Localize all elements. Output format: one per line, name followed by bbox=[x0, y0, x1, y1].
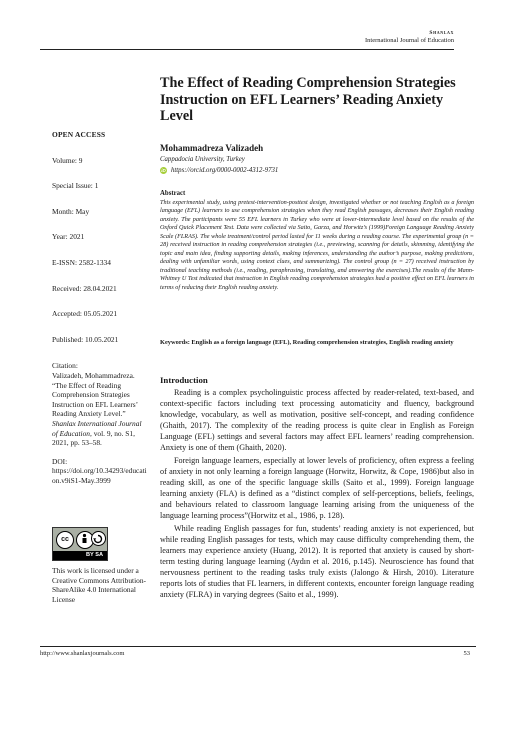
citation-tail: vol. 9, no. S1, 2021, pp. 53–58. bbox=[52, 428, 135, 448]
header-rule bbox=[40, 49, 454, 50]
orcid-line bbox=[160, 167, 278, 174]
published-date: Published: 10.05.2021 bbox=[52, 334, 119, 344]
paragraph: Foreign language learners, especially at lower levels of proficiency, often express a feeling of anxiety in not only learning a foreign language (Horwitz, Horwitz, & Cope, 1986)but also in reading skill, as one of the specific language skills (Saito et al., 1999). Foreign language learning anxiety (FLA) is defined as a “distinct complex of self-perceptions, beliefs, feelings, and behaviours related to classroom language learning arising from the uniqueness of the language learning process”(Horwitz et al., 1986, p. 128). bbox=[160, 456, 474, 520]
received-date: Received: 28.04.2021 bbox=[52, 283, 117, 293]
license-text: This work is licensed under a Creative Commons Attribution-ShareAlike 4.0 International License bbox=[52, 566, 147, 605]
abstract-text: This experimental study, using pretest-intervention-posttest design, investigated whether or not teaching English as a foreign language (EFL) learners to use comprehension strategies when they read English passages, decreases their English reading anxiety. The participants were 55 EFL learners in Turkey who were at lower-intermediate level based on the results of the Oxford Quick Placement Test. Data were collected via Saito, Garza, and Horwitz’s (1999)Foreign Language Reading Anxiety Scale (FLRAS). The whole treatment/control period lasted for 11 weeks during a reading course. The experimental group (n = 28) received instruction in reading comprehension strategies (i.e., previewing, scanning for details, skimming, identifying the topic and main idea, finding supporting details, making inferences, understanding the author’s purpose, making predictions, dealing with unfamiliar words, using context clues, and summarizing). The control group (n = 27) received instruction by traditional teaching methods (i.e., reading, paraphrasing, translating, and answering the exercises).The results of the Mann-Whitney U Test indicated that instruction in English reading comprehension strategies had a positive effect on EFL learners in terms of reducing their English reading anxiety. bbox=[160, 199, 474, 291]
doi-link[interactable]: https://doi.org/10.34293/education.v9iS1-May.3999 bbox=[52, 466, 147, 485]
citation-journal: Shanlax International Journal of Education, bbox=[52, 418, 142, 438]
publisher-brand: Shanlax bbox=[429, 30, 454, 36]
running-header bbox=[254, 30, 454, 44]
journal-name: International Journal of Education bbox=[365, 37, 454, 44]
doi-label: DOI: bbox=[52, 456, 68, 466]
keywords: Keywords: English as a foreign language (EFL), Reading comprehension strategies, English reading anxiety bbox=[160, 339, 454, 346]
citation-authors: Valizadeh, Mohammadreza. “The Effect of Reading Comprehension Strategies Instruction on EFL Learners’ Reading Anxiety Level.” bbox=[52, 370, 138, 419]
page-number: 53 bbox=[463, 650, 470, 657]
accepted-date: Accepted: 05.05.2021 bbox=[52, 309, 118, 319]
sa-icon bbox=[91, 531, 106, 546]
paragraph: While reading English passages for fun, students’ reading anxiety is not experienced, but while reading English passages for tests, which may cause difficulty comprehending them, the learners may experience anxiety (Huang, 2012). It is reported that anxiety is caused by short-term testing during language learning (Aydın et al. 2016, p.145). Neuroscience has found that nervousness pertinent to the reading tasks truly exists (Jalongo & Hirsh, 2010). Literature reports lots of studies that FL learners, in different contexts, encounter foreign language reading anxiety (FLRA) in varying degrees (Saito et al., 1999). bbox=[160, 524, 474, 599]
orcid-icon: iD bbox=[161, 168, 166, 173]
by-sa-label: BY SA bbox=[53, 551, 107, 560]
open-access-label: OPEN ACCESS bbox=[52, 130, 106, 139]
introduction-heading: Introduction bbox=[160, 375, 208, 385]
year: Year: 2021 bbox=[52, 232, 85, 242]
orcid-link[interactable]: https://orcid.org/0000-0002-4312-9731 bbox=[171, 167, 279, 174]
cc-license-badge[interactable] bbox=[52, 527, 108, 561]
special-issue: Special Issue: 1 bbox=[52, 181, 99, 191]
author-affiliation: Cappadocia University, Turkey bbox=[160, 156, 245, 163]
cc-icon: cc bbox=[56, 531, 74, 549]
footer-rule bbox=[40, 646, 476, 647]
abstract-heading: Abstract bbox=[160, 190, 186, 197]
citation-label: Citation: bbox=[52, 361, 78, 371]
citation-text bbox=[52, 371, 147, 448]
article-info-sidebar bbox=[52, 130, 147, 485]
footer-url[interactable]: http://www.shanlaxjournals.com bbox=[40, 650, 125, 657]
introduction-body bbox=[160, 388, 474, 603]
volume: Volume: 9 bbox=[52, 155, 83, 165]
author-name: Mohammadreza Valizadeh bbox=[160, 143, 264, 153]
month: Month: May bbox=[52, 206, 90, 216]
paragraph: Reading is a complex psycholinguistic process affected by reader-related, text-based, and context-specific factors including text processing automaticity and fluency, background knowledge, vocabulary, as well as motivation, positive self-concept, and reading confidence (Ghaith, 2017). The complexity of the reading process is quite clear in English as Foreign Language (EFL) settings and several factors may affect EFL learners’ reading comprehension. Anxiety is one of them (Ghaith, 2020). bbox=[160, 388, 474, 452]
eissn: E-ISSN: 2582-1334 bbox=[52, 257, 111, 267]
article-title: The Effect of Reading Comprehension Strategies Instruction on EFL Learners’ Reading Anxiety Level bbox=[160, 75, 456, 124]
